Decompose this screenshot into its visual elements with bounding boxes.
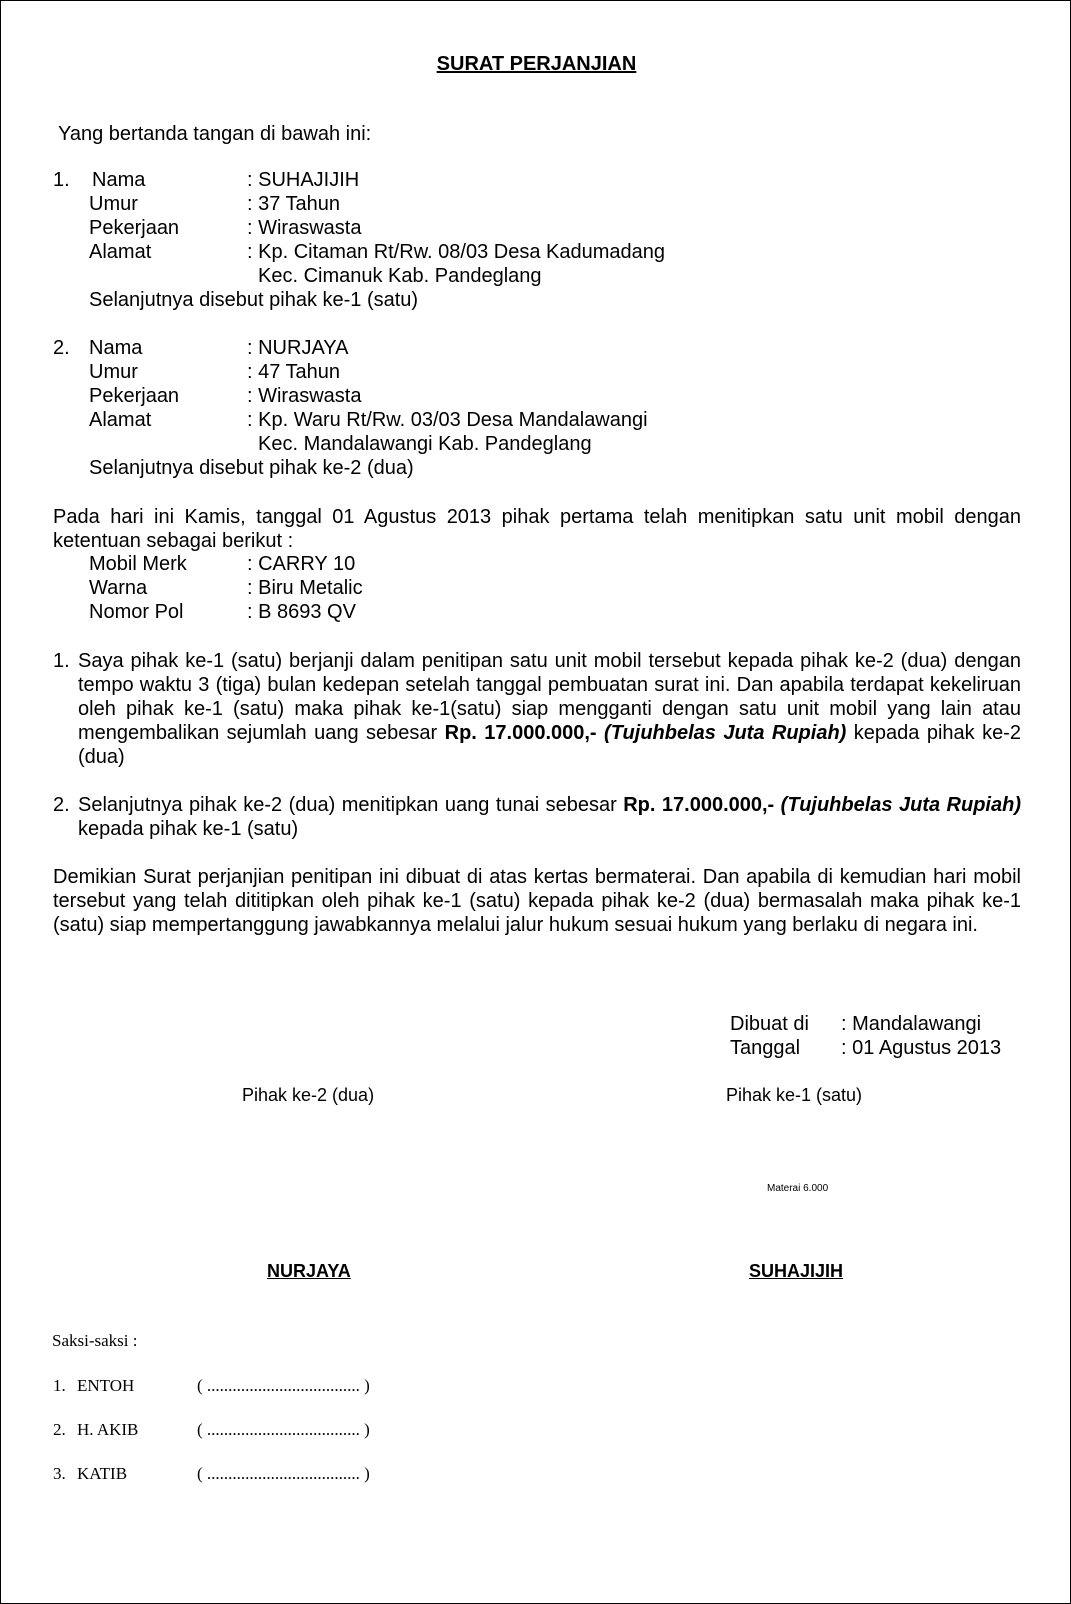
right-signatory-name: SUHAJIJIH	[749, 1261, 844, 1281]
intro-text: Yang bertanda tangan di bawah ini:	[58, 123, 372, 145]
witness-3-signature-line: ( .................................... )	[197, 1464, 370, 1483]
witness-3-number: 3.	[53, 1464, 66, 1483]
tanggal-value: : 01 Agustus 2013	[841, 1037, 1002, 1059]
party-1-nama: : SUHAJIJIH	[247, 169, 360, 191]
party-1-alamat-label: Alamat	[89, 241, 152, 263]
witness-1-name: ENTOH	[77, 1376, 135, 1395]
party-2-alamat-label: Alamat	[89, 409, 152, 431]
clause-1-body	[78, 649, 1021, 769]
party-2-number: 2.	[53, 337, 70, 359]
clause-1	[53, 649, 1021, 769]
clause-1-tail: kepada pihak ke-2 (dua)	[78, 722, 1021, 768]
party-1-alamat-line-1: : Kp. Citaman Rt/Rw. 08/03 Desa Kadumadang	[247, 241, 666, 263]
clause-2-body	[78, 793, 1021, 841]
tanggal-label: Tanggal	[730, 1037, 801, 1059]
party-1-alamat-line-2: Kec. Cimanuk Kab. Pandeglang	[258, 265, 542, 287]
clause-2-text: Selanjutnya pihak ke-2 (dua) menitipkan uang tunai sebesar	[78, 794, 624, 816]
party-1-pekerjaan: : Wiraswasta	[247, 217, 362, 239]
party-2-nama-label: Nama	[89, 337, 143, 359]
party-2-pekerjaan-label: Pekerjaan	[89, 385, 180, 407]
vehicle-merk: : CARRY 10	[247, 553, 356, 575]
clause-1-amount-words: (Tujuhbelas Juta Rupiah)	[604, 722, 847, 744]
witness-3-name: KATIB	[77, 1464, 128, 1483]
dibuat-label: Dibuat di	[730, 1013, 809, 1035]
party-1-pekerjaan-label: Pekerjaan	[89, 217, 180, 239]
witnesses-heading: Saksi-saksi :	[52, 1331, 138, 1350]
party-2-alamat-line-1: : Kp. Waru Rt/Rw. 03/03 Desa Mandalawangi	[247, 409, 648, 431]
statement-paragraph: Pada hari ini Kamis, tanggal 01 Agustus 2013 pihak pertama telah menitipkan satu unit mobil dengan ketentuan sebagai berikut :	[53, 506, 1021, 552]
party-2-note: Selanjutnya disebut pihak ke-2 (dua)	[89, 457, 414, 479]
witness-1-signature-line: ( .................................... )	[197, 1376, 370, 1395]
clause-2	[53, 793, 1021, 841]
left-signatory-name: NURJAYA	[267, 1261, 351, 1281]
document-title: SURAT PERJANJIAN	[436, 53, 637, 75]
witness-2-number: 2.	[53, 1420, 66, 1439]
party-2-umur-label: Umur	[89, 361, 138, 383]
dibuat-value: : Mandalawangi	[841, 1013, 982, 1035]
party-2-nama: : NURJAYA	[247, 337, 349, 359]
vehicle-pol-label: Nomor Pol	[89, 601, 184, 623]
party-2-umur: : 47 Tahun	[247, 361, 341, 383]
vehicle-merk-label: Mobil Merk	[89, 553, 187, 575]
clause-2-amount: Rp. 17.000.000,-	[623, 794, 775, 816]
right-signatory-role: Pihak ke-1 (satu)	[726, 1085, 863, 1105]
party-2-pekerjaan: : Wiraswasta	[247, 385, 362, 407]
clause-2-number: 2.	[53, 794, 70, 816]
vehicle-warna: : Biru Metalic	[247, 577, 363, 599]
clause-1-text: Saya pihak ke-1 (satu) berjanji dalam penitipan satu unit mobil tersebut kepada pihak ke-2 (dua) dengan tempo waktu 3 (tiga) bulan kedepan setelah tanggal pembuatan surat ini. Dan apabila terdapat kekeliruan oleh pihak ke-1 (satu) maka pihak ke-1(satu) siap mengganti dengan satu unit mobil yang lain atau mengembalikan sejumlah uang sebesar	[78, 650, 1021, 744]
clause-1-number: 1.	[53, 650, 70, 672]
witness-1-number: 1.	[53, 1376, 66, 1395]
witness-2-signature-line: ( .................................... )	[197, 1420, 370, 1439]
clause-2-tail: kepada pihak ke-1 (satu)	[78, 818, 299, 840]
party-1-umur: : 37 Tahun	[247, 193, 341, 215]
party-1-nama-label: Nama	[92, 169, 146, 191]
clause-2-amount-words: (Tujuhbelas Juta Rupiah)	[780, 794, 1021, 816]
vehicle-pol: : B 8693 QV	[247, 601, 356, 623]
closing-paragraph: Demikian Surat perjanjian penitipan ini dibuat di atas kertas bermaterai. Dan apabila di kemudian hari mobil tersebut yang telah dititipkan oleh pihak ke-1 (satu) kepada pihak ke-2 (dua) bermasalah maka pihak ke-1 (satu) siap mempertanggung jawabkannya melalui jalur hukum sesuai hukum yang berlaku di negara ini.	[53, 866, 1021, 936]
witness-2-name: H. AKIB	[77, 1420, 139, 1439]
party-1-umur-label: Umur	[89, 193, 138, 215]
vehicle-warna-label: Warna	[89, 577, 148, 599]
left-signatory-role: Pihak ke-2 (dua)	[242, 1085, 375, 1105]
party-2-alamat-line-2: Kec. Mandalawangi Kab. Pandeglang	[258, 433, 592, 455]
materai-note: Materai 6.000	[767, 1183, 829, 1194]
clause-1-amount: Rp. 17.000.000,-	[444, 722, 597, 744]
party-1-note: Selanjutnya disebut pihak ke-1 (satu)	[89, 289, 419, 311]
party-1-number: 1.	[53, 169, 70, 191]
